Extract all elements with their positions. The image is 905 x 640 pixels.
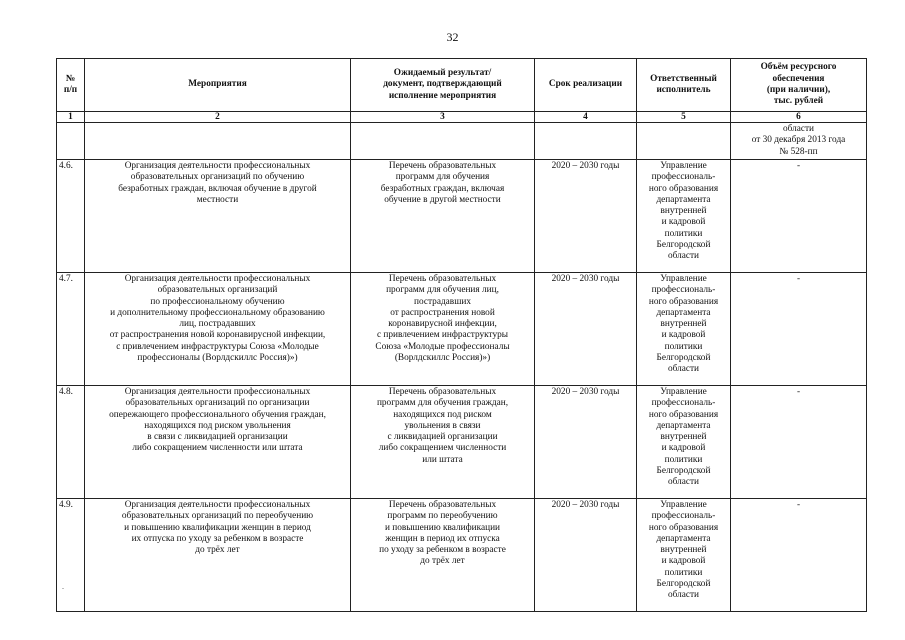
- executor-cell-line: и кадровой: [661, 330, 706, 341]
- event-cell-line: образовательных организаций по переобучению: [121, 511, 314, 522]
- executor-cell-line: ного образования: [648, 522, 719, 533]
- column-number: 5: [637, 112, 731, 123]
- result-cell-line: Союза «Молодые профессионалы: [375, 341, 510, 352]
- result-cell-line: или штата: [422, 454, 463, 465]
- result-cell-line: программ для обучения лиц,: [386, 285, 499, 296]
- executor-cell-line: Управление: [660, 387, 707, 397]
- table-row: [57, 273, 867, 386]
- event-cell-line: от распространения новой коронавирусной инфекции,: [109, 330, 326, 341]
- result-cell-line: либо сокращением численности: [378, 443, 507, 454]
- event-cell: [85, 499, 351, 612]
- executor-cell-line: политики: [664, 228, 703, 239]
- margin-mark: .: [62, 582, 64, 591]
- executor-cell-line: департамента: [656, 420, 711, 431]
- event-cell-line: лиц, пострадавших: [179, 319, 256, 330]
- executor-cell-line: политики: [664, 454, 703, 465]
- result-cell-line: программ по переобучению: [387, 511, 498, 522]
- result-cell-line: увольнения в связи: [404, 420, 481, 431]
- executor-cell-line: внутренней: [660, 545, 707, 556]
- executor-cell-line: профессиональ-: [651, 398, 716, 409]
- table-header-row: [57, 59, 867, 112]
- result-cell-line: и повышению квалификации: [384, 522, 501, 533]
- table-row: [57, 386, 867, 499]
- result-cell-line: женщин в период их отпуска: [385, 533, 500, 544]
- event-cell-line: Организация деятельности профессиональных: [124, 500, 311, 510]
- executor-cell-line: Белгородской: [656, 579, 711, 590]
- event-cell-line: Организация деятельности профессиональных: [124, 387, 311, 397]
- result-cell-line: безработных граждан, включая: [380, 183, 505, 194]
- event-cell-line: образовательных организаций по обучению: [130, 172, 305, 183]
- result-cell-line: от распространения новой: [390, 307, 495, 318]
- executor-cell-line: профессиональ-: [651, 511, 716, 522]
- event-cell-line: их отпуска по уходу за ребенком в возрасте: [131, 533, 304, 544]
- executor-cell: [637, 499, 731, 612]
- event-cell: [85, 273, 351, 386]
- executor-cell-line: политики: [664, 341, 703, 352]
- header-executor: Ответственный исполнитель: [637, 59, 731, 112]
- executor-cell-line: и кадровой: [661, 443, 706, 454]
- result-cell-line: Перечень образовательных: [388, 161, 497, 171]
- result-cell: [351, 160, 535, 273]
- event-cell-line: в связи с ликвидацией организации: [147, 432, 288, 443]
- column-number: 6: [731, 112, 867, 123]
- executor-cell-line: области: [667, 251, 700, 262]
- result-cell-line: (Ворлдскиллс Россия)»): [394, 353, 491, 364]
- result-cell-line: находящихся под риском: [393, 409, 492, 420]
- executor-cell-line: и кадровой: [661, 556, 706, 567]
- result-cell-line: Перечень образовательных: [388, 387, 497, 397]
- result-cell-line: по уходу за ребенком в возрасте: [379, 545, 506, 556]
- event-cell-line: безработных граждан, включая обучение в другой: [118, 183, 317, 194]
- row-number: 4.7.: [57, 273, 85, 386]
- event-cell-line: по профессиональному обучению: [150, 296, 285, 307]
- result-cell-line: до трёх лет: [420, 556, 465, 567]
- result-cell: [351, 386, 535, 499]
- event-cell-line: образовательных организаций: [157, 285, 278, 296]
- executor-cell-line: внутренней: [660, 432, 707, 443]
- event-cell-line: Организация деятельности профессиональных: [124, 161, 311, 171]
- resources-cell: -: [731, 273, 867, 386]
- executor-cell-line: Управление: [660, 500, 707, 510]
- result-cell-line: Перечень образовательных: [388, 500, 497, 510]
- executor-cell-line: Белгородской: [656, 466, 711, 477]
- event-cell-line: либо сокращением численности или штата: [132, 443, 303, 454]
- column-number: 3: [351, 112, 535, 123]
- row-number: 4.6.: [57, 160, 85, 273]
- event-cell-line: Организация деятельности профессиональных: [124, 274, 311, 284]
- executor-cell-line: области: [667, 364, 700, 375]
- event-cell: [85, 386, 351, 499]
- row-number: 4.9.: [57, 499, 85, 612]
- executor-cell-line: ного образования: [648, 296, 719, 307]
- executor-cell-line: ного образования: [648, 183, 719, 194]
- result-cell-line: с привлечением инфраструктуры: [376, 330, 509, 341]
- term-cell: 2020 – 2030 годы: [535, 273, 637, 386]
- event-cell-line: до трёх лет: [195, 545, 240, 556]
- result-cell-line: с ликвидацией организации: [387, 432, 498, 443]
- resources-cell: -: [731, 160, 867, 273]
- term-cell: 2020 – 2030 годы: [535, 160, 637, 273]
- result-cell-line: обучение в другой местности: [384, 194, 501, 205]
- executor-cell: [637, 160, 731, 273]
- term-cell: 2020 – 2030 годы: [535, 499, 637, 612]
- result-cell-line: программ для обучения граждан,: [376, 398, 509, 409]
- result-cell-line: пострадавших: [414, 296, 471, 307]
- column-number-row: [57, 112, 867, 123]
- header-result: Ожидаемый результат/ документ, подтверждающий исполнение мероприятия: [351, 59, 535, 112]
- header-term: Срок реализации: [535, 59, 637, 112]
- executor-cell-line: внутренней: [660, 319, 707, 330]
- column-number: 2: [85, 112, 351, 123]
- executor-cell-line: ного образования: [648, 409, 719, 420]
- event-cell-line: и дополнительному профессиональному образованию: [110, 307, 325, 318]
- executor-cell-line: области: [667, 477, 700, 488]
- result-cell-line: Перечень образовательных: [388, 274, 497, 284]
- event-cell-line: с привлечением инфраструктуры Союза «Молодые: [116, 341, 319, 352]
- resources-cell: -: [731, 386, 867, 499]
- executor-cell: [637, 386, 731, 499]
- executor-cell-line: Белгородской: [656, 240, 711, 251]
- executor-cell-line: Управление: [660, 274, 707, 284]
- executor-cell-line: Управление: [660, 161, 707, 171]
- term-cell: 2020 – 2030 годы: [535, 386, 637, 499]
- measures-table: [56, 58, 867, 612]
- result-cell: [351, 273, 535, 386]
- table-row: [57, 160, 867, 273]
- table-row: [57, 499, 867, 612]
- event-cell-line: профессионалы (Ворлдскиллс Россия)»): [137, 353, 298, 364]
- result-cell-line: коронавирусной инфекции,: [388, 319, 497, 330]
- column-number: 4: [535, 112, 637, 123]
- executor-cell-line: и кадровой: [661, 217, 706, 228]
- row-number: 4.8.: [57, 386, 85, 499]
- page-number: 32: [446, 30, 459, 44]
- resources-cell: -: [731, 499, 867, 612]
- continuation-row: [57, 123, 867, 160]
- header-resources: Объём ресурсного обеспечения (при наличии), тыс. рублей: [731, 59, 867, 112]
- event-cell-line: опережающего профессионального обучения граждан,: [109, 409, 326, 420]
- executor-cell-line: департамента: [656, 533, 711, 544]
- executor-cell-line: области: [667, 590, 700, 601]
- executor-cell-line: профессиональ-: [651, 285, 716, 296]
- continuation-resources: области от 30 декабря 2013 года № 528-пп: [731, 123, 867, 160]
- executor-cell: [637, 273, 731, 386]
- result-cell: [351, 499, 535, 612]
- executor-cell-line: политики: [664, 567, 703, 578]
- executor-cell-line: внутренней: [660, 206, 707, 217]
- header-num: № п/п: [57, 59, 85, 112]
- column-number: 1: [57, 112, 85, 123]
- header-event: Мероприятия: [85, 59, 351, 112]
- result-cell-line: программ для обучения: [395, 172, 490, 183]
- event-cell-line: и повышению квалификации женщин в период: [124, 522, 311, 533]
- event-cell-line: образовательных организаций по организации: [125, 398, 310, 409]
- event-cell-line: находящихся под риском увольнения: [144, 420, 291, 431]
- executor-cell-line: департамента: [656, 307, 711, 318]
- event-cell-line: местности: [196, 194, 239, 205]
- event-cell: [85, 160, 351, 273]
- executor-cell-line: департамента: [656, 194, 711, 205]
- executor-cell-line: профессиональ-: [651, 172, 716, 183]
- executor-cell-line: Белгородской: [656, 353, 711, 364]
